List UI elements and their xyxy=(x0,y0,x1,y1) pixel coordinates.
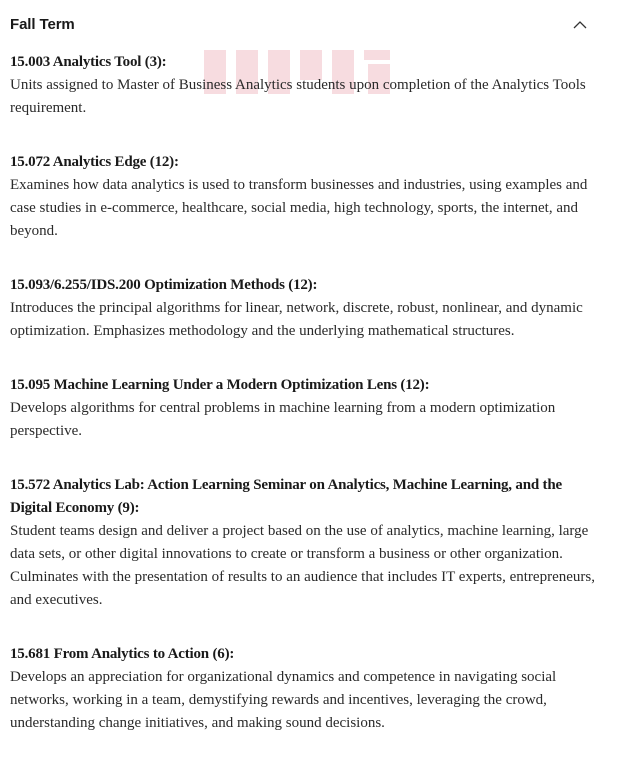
course-item xyxy=(10,643,595,735)
course-title: 15.093/6.255/IDS.200 Optimization Methods (12): xyxy=(10,277,318,293)
course-title: 15.095 Machine Learning Under a Modern Optimization Lens (12): xyxy=(10,377,430,393)
chevron-up-icon[interactable] xyxy=(572,16,588,32)
course-item xyxy=(10,474,595,612)
course-description: Units assigned to Master of Business Analytics students upon completion of the Analytics Tools requirement. xyxy=(10,77,586,116)
accordion-title: Fall Term xyxy=(10,15,75,33)
course-item xyxy=(10,151,595,243)
course-description: Examines how data analytics is used to transform businesses and industries, using examples and case studies in e-commerce, healthcare, social media, high technology, sports, the internet, and beyond. xyxy=(10,177,588,239)
course-title: 15.681 From Analytics to Action (6): xyxy=(10,646,235,662)
course-title: 15.072 Analytics Edge (12): xyxy=(10,154,179,170)
course-description: Introduces the principal algorithms for linear, network, discrete, robust, nonlinear, and dynamic optimization. Emphasizes methodology and the underlying mathematical structures. xyxy=(10,300,583,339)
course-item xyxy=(10,274,595,343)
course-list xyxy=(10,51,595,766)
course-item xyxy=(10,51,595,120)
course-title: 15.572 Analytics Lab: Action Learning Seminar on Analytics, Machine Learning, and the Digital Economy (9): xyxy=(10,477,562,516)
course-description: Develops an appreciation for organizational dynamics and competence in navigating social networks, working in a team, demystifying rewards and incentives, leveraging the crowd, understanding change initiatives, and making sound decisions. xyxy=(10,669,557,731)
course-item xyxy=(10,374,595,443)
accordion-header-fall-term[interactable] xyxy=(10,10,590,38)
course-title: 15.003 Analytics Tool (3): xyxy=(10,54,167,70)
course-description: Develops algorithms for central problems in machine learning from a modern optimization perspective. xyxy=(10,400,556,439)
course-description: Student teams design and deliver a project based on the use of analytics, machine learning, large data sets, or other digital innovations to create or transform a business or other organization. Culminates with the presentation of results to an audience that includes IT experts, entrepreneurs, and executives. xyxy=(10,523,595,608)
